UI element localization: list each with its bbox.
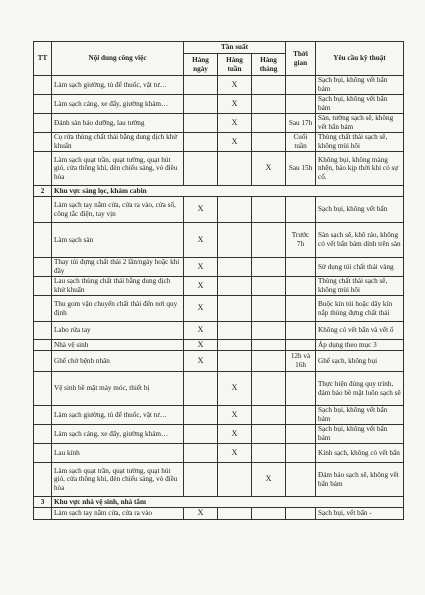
- table-body: [34, 76, 404, 520]
- task-content: Cọ rửa thùng chất thải bằng dung dịch khử khuẩn: [52, 133, 184, 152]
- time-cell: Sau 15h: [286, 152, 316, 186]
- requirement-cell: Không bụi, không màng nhện, báo kịp thời khi có sự cố.: [316, 152, 404, 186]
- daily-mark: [184, 152, 218, 186]
- row-number: [34, 114, 52, 133]
- task-content: Làm sạch giường, tủ để thuốc, vật tư…: [52, 76, 184, 95]
- daily-mark: X: [184, 258, 218, 277]
- requirement-cell: Kính sạch, không có vết bẩn: [316, 444, 404, 463]
- table-row: [34, 444, 404, 463]
- section-number: 2: [34, 186, 52, 197]
- weekly-mark: [218, 258, 252, 277]
- weekly-mark: X: [218, 444, 252, 463]
- row-number: [34, 340, 52, 351]
- monthly-mark: [252, 277, 286, 296]
- header-content: Nội dung công việc: [52, 42, 184, 76]
- task-content: Vệ sinh bề mặt máy móc, thiết bị: [52, 372, 184, 406]
- requirement-cell: Sạch bụi, không vết bẩn: [316, 197, 404, 223]
- requirement-cell: Sạch bụi, vết bẩn -: [316, 508, 404, 520]
- row-number: [34, 76, 52, 95]
- monthly-mark: [252, 372, 286, 406]
- table-row: [34, 223, 404, 258]
- row-number: [34, 372, 52, 406]
- weekly-mark: X: [218, 95, 252, 114]
- table-row: [34, 197, 404, 223]
- requirement-cell: Sạch bụi, không vết bẩn bám: [316, 76, 404, 95]
- row-number: [34, 277, 52, 296]
- monthly-mark: X: [252, 463, 286, 497]
- daily-mark: X: [184, 351, 218, 372]
- requirement-cell: Ghế sạch, không bụi: [316, 351, 404, 372]
- task-content: Ghế chờ bệnh nhân: [52, 351, 184, 372]
- task-content: Nhà vệ sinh: [52, 340, 184, 351]
- task-content: Labo rửa tay: [52, 322, 184, 340]
- row-number: [34, 508, 52, 520]
- table-row: [34, 508, 404, 520]
- weekly-mark: [218, 296, 252, 322]
- daily-mark: [184, 444, 218, 463]
- weekly-mark: [218, 508, 252, 520]
- monthly-mark: [252, 340, 286, 351]
- task-content: Làm sạch quạt trần, quạt tường, quạt hút gió, cửa thông khí, đèn chiếu sáng, vỏ điều hòa: [52, 152, 184, 186]
- section-title: Khu vực sảng lọc, khám cabin: [52, 186, 404, 197]
- time-cell: [286, 508, 316, 520]
- requirement-cell: Buộc kín túi hoặc dây kín nắp thùng đựng chất thải: [316, 296, 404, 322]
- requirement-cell: Áp dụng theo mục 3: [316, 340, 404, 351]
- task-content: Làm sạch tay nắm cửa, cửa ra vào: [52, 508, 184, 520]
- daily-mark: X: [184, 340, 218, 351]
- table-row: [34, 114, 404, 133]
- table-row: [34, 95, 404, 114]
- requirement-cell: Đảm bảo sạch sẽ, không vết bẩn bám: [316, 463, 404, 497]
- task-content: Thay túi đựng chất thải 2 lần/ngày hoặc khi đầy: [52, 258, 184, 277]
- section-title: Khu vực nhà vệ sinh, nhà tắm: [52, 497, 404, 508]
- daily-mark: [184, 114, 218, 133]
- weekly-mark: [218, 351, 252, 372]
- time-cell: [286, 258, 316, 277]
- task-content: Lau kính: [52, 444, 184, 463]
- weekly-mark: X: [218, 425, 252, 444]
- header-time: Thời gian: [286, 42, 316, 76]
- row-number: [34, 296, 52, 322]
- task-content: Đánh sàn bảo dưỡng, lau tường: [52, 114, 184, 133]
- daily-mark: [184, 372, 218, 406]
- table-row: [34, 406, 404, 425]
- monthly-mark: [252, 258, 286, 277]
- task-content: Thu gom vận chuyển chất thải đến nơi quy định: [52, 296, 184, 322]
- row-number: [34, 322, 52, 340]
- daily-mark: X: [184, 197, 218, 223]
- time-cell: Cuối tuần: [286, 133, 316, 152]
- row-number: [34, 223, 52, 258]
- monthly-mark: [252, 95, 286, 114]
- daily-mark: X: [184, 508, 218, 520]
- cleaning-schedule-table: [33, 41, 404, 520]
- requirement-cell: Sạch bụi, không vết bẩn bám: [316, 406, 404, 425]
- table-row: [34, 425, 404, 444]
- requirement-cell: Sạch bụi, không vết bẩn bám: [316, 425, 404, 444]
- monthly-mark: [252, 223, 286, 258]
- monthly-mark: [252, 508, 286, 520]
- weekly-mark: [218, 152, 252, 186]
- monthly-mark: [252, 351, 286, 372]
- weekly-mark: X: [218, 133, 252, 152]
- table-row: [34, 133, 404, 152]
- requirement-cell: Thực hiện đúng quy trình, đảm bảo bề mặt luôn sạch sẽ: [316, 372, 404, 406]
- monthly-mark: [252, 406, 286, 425]
- table-row: [34, 76, 404, 95]
- time-cell: [286, 322, 316, 340]
- task-content: Làm sạch sàn: [52, 223, 184, 258]
- row-number: [34, 406, 52, 425]
- requirement-cell: Sàn sạch sẽ, khô ráo, không có vết bẩn bám dính trên sàn: [316, 223, 404, 258]
- header-requirements: Yêu cầu kỹ thuật: [316, 42, 404, 76]
- row-number: [34, 463, 52, 497]
- task-content: Làm sạch cáng, xe đẩy, giường khám…: [52, 425, 184, 444]
- requirement-cell: Thùng chất thải sạch sẽ, không mùi hôi: [316, 277, 404, 296]
- table-row: [34, 296, 404, 322]
- daily-mark: [184, 463, 218, 497]
- weekly-mark: [218, 340, 252, 351]
- table-row: [34, 463, 404, 497]
- time-cell: [286, 197, 316, 223]
- time-cell: [286, 425, 316, 444]
- monthly-mark: [252, 197, 286, 223]
- monthly-mark: [252, 322, 286, 340]
- time-cell: [286, 296, 316, 322]
- monthly-mark: [252, 296, 286, 322]
- requirement-cell: Sàn, tường sạch sẽ, không vết bẩn bám: [316, 114, 404, 133]
- time-cell: [286, 95, 316, 114]
- daily-mark: [184, 406, 218, 425]
- row-number: [34, 258, 52, 277]
- weekly-mark: [218, 322, 252, 340]
- weekly-mark: [218, 197, 252, 223]
- row-number: [34, 152, 52, 186]
- monthly-mark: X: [252, 152, 286, 186]
- table-row: [34, 322, 404, 340]
- task-content: Làm sạch cáng, xe đẩy, giường khám…: [52, 95, 184, 114]
- time-cell: [286, 340, 316, 351]
- time-cell: Sau 17h: [286, 114, 316, 133]
- time-cell: [286, 444, 316, 463]
- daily-mark: X: [184, 296, 218, 322]
- task-content: Làm sạch tay nắm cửa, cửa ra vào, cửa sổ, công tắc điện, tay vịn: [52, 197, 184, 223]
- task-content: Làm sạch quạt trần, quạt tường, quạt hút gió, cửa thông khí, đèn chiếu sáng, vỏ điều hòa: [52, 463, 184, 497]
- time-cell: [286, 463, 316, 497]
- time-cell: [286, 406, 316, 425]
- daily-mark: [184, 95, 218, 114]
- weekly-mark: X: [218, 114, 252, 133]
- requirement-cell: Thùng chất thải sạch sẽ, không mùi hôi: [316, 133, 404, 152]
- daily-mark: X: [184, 322, 218, 340]
- table-row: [34, 340, 404, 351]
- daily-mark: [184, 425, 218, 444]
- time-cell: [286, 372, 316, 406]
- header-daily: Hàng ngày: [184, 54, 218, 76]
- weekly-mark: [218, 277, 252, 296]
- row-number: [34, 95, 52, 114]
- monthly-mark: [252, 425, 286, 444]
- row-number: [34, 444, 52, 463]
- table-row: [34, 372, 404, 406]
- table-row: [34, 258, 404, 277]
- weekly-mark: X: [218, 76, 252, 95]
- table-row: [34, 152, 404, 186]
- task-content: Làm sạch giường, tủ để thuốc, vật tư…: [52, 406, 184, 425]
- header-monthly: Hàng tháng: [252, 54, 286, 76]
- section-row: [34, 186, 404, 197]
- monthly-mark: [252, 76, 286, 95]
- weekly-mark: [218, 463, 252, 497]
- daily-mark: [184, 76, 218, 95]
- time-cell: [286, 76, 316, 95]
- weekly-mark: [218, 223, 252, 258]
- daily-mark: X: [184, 223, 218, 258]
- requirement-cell: Không có vết bẩn và vết ố: [316, 322, 404, 340]
- time-cell: [286, 277, 316, 296]
- requirement-cell: Sạch bụi, không vết bẩn bám: [316, 95, 404, 114]
- daily-mark: [184, 133, 218, 152]
- monthly-mark: [252, 114, 286, 133]
- row-number: [34, 133, 52, 152]
- table-row: [34, 277, 404, 296]
- monthly-mark: [252, 444, 286, 463]
- section-row: [34, 497, 404, 508]
- time-cell: 12h và 16h: [286, 351, 316, 372]
- requirement-cell: Sử dụng túi chất thải vàng: [316, 258, 404, 277]
- weekly-mark: X: [218, 406, 252, 425]
- table-row: [34, 351, 404, 372]
- task-content: Lau sạch thùng chất thải bằng dung dịch khử khuẩn: [52, 277, 184, 296]
- time-cell: Trước 7h: [286, 223, 316, 258]
- weekly-mark: X: [218, 372, 252, 406]
- row-number: [34, 351, 52, 372]
- header-tt: TT: [34, 42, 52, 76]
- header-frequency: Tần suất: [184, 42, 286, 54]
- daily-mark: X: [184, 277, 218, 296]
- row-number: [34, 197, 52, 223]
- row-number: [34, 425, 52, 444]
- monthly-mark: [252, 133, 286, 152]
- section-number: 3: [34, 497, 52, 508]
- header-weekly: Hàng tuần: [218, 54, 252, 76]
